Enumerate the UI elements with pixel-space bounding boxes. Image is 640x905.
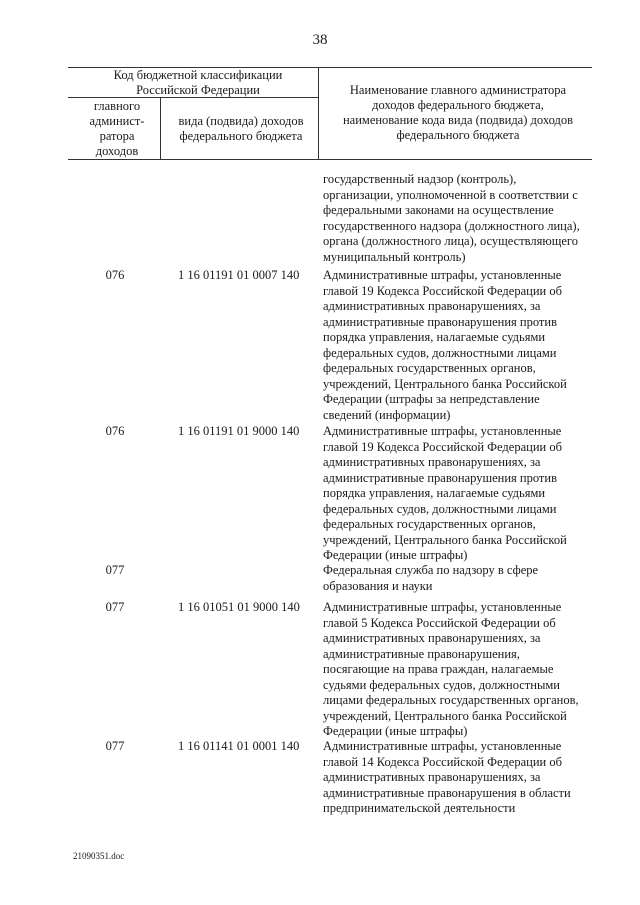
table-row-name: государственный надзор (контроль), организации, уполномоченной в соответствии с федеральными законами на осуществление государственного надзора (должностного лица), органа (должностного лица), осуществляющего муниципальный контроль) <box>323 172 580 264</box>
header-col-name: Наименование главного администратора доходов федерального бюджета, наименование кода вида (подвида) доходов федерального бюджета <box>342 83 573 142</box>
header-col-admin: главного админист-ратора доходов <box>89 99 145 158</box>
table-row-admin: 076 <box>105 424 125 438</box>
header-bottom-rule <box>68 159 592 160</box>
header-col-code: вида (подвида) доходов федерального бюджета <box>178 114 304 143</box>
table-row-admin: 076 <box>105 268 125 282</box>
table-row-name: Федеральная служба по надзору в сфере образования и науки <box>323 563 539 593</box>
table-row-admin: 077 <box>105 563 125 577</box>
table-row-code: 1 16 01191 01 0007 140 <box>178 268 300 282</box>
table-row-code: 1 16 01051 01 9000 140 <box>178 600 300 614</box>
header-divider-sub <box>160 97 161 159</box>
table-row-code: 1 16 01191 01 9000 140 <box>178 424 300 438</box>
table-row-name: Административные штрафы, установленные главой 14 Кодекса Российской Федерации об административных правонарушениях, за административные правонарушения в области предпринимательской деятельности <box>323 739 571 815</box>
table-row-name: Административные штрафы, установленные главой 5 Кодекса Российской Федерации об административных правонарушениях, за административные правонарушения, посягающие на права граждан, налагаемые судьями федеральных судов, должностными лицами федеральных государственных органов, учреждений, Центрального банка Российской Федерации (иные штрафы) <box>323 600 579 738</box>
table-row-name: Административные штрафы, установленные главой 19 Кодекса Российской Федерации об административных правонарушениях, за административные правонарушения против порядка управления, налагаемые судьями федеральных судов, должностными лицами федеральных государственных органов, учреждений, Центрального банка Российской Федерации (иные штрафы) <box>323 424 567 562</box>
table-row-code: 1 16 01141 01 0001 140 <box>178 739 300 753</box>
page-number: 38 <box>312 32 328 48</box>
document-filename: 21090351.doc <box>73 851 125 861</box>
header-group-label: Код бюджетной классификации Российской Федерации <box>113 68 283 97</box>
table-row-name: Административные штрафы, установленные главой 19 Кодекса Российской Федерации об административных правонарушениях, за административные правонарушения против порядка управления, налагаемые судьями федеральных судов, должностными лицами федеральных государственных органов, учреждений, Центрального банка Российской Федерации (штрафы за непредставление сведений (информации) <box>323 268 567 422</box>
table-row-admin: 077 <box>105 739 125 753</box>
header-divider-main <box>318 67 319 159</box>
table-row-admin: 077 <box>105 600 125 614</box>
